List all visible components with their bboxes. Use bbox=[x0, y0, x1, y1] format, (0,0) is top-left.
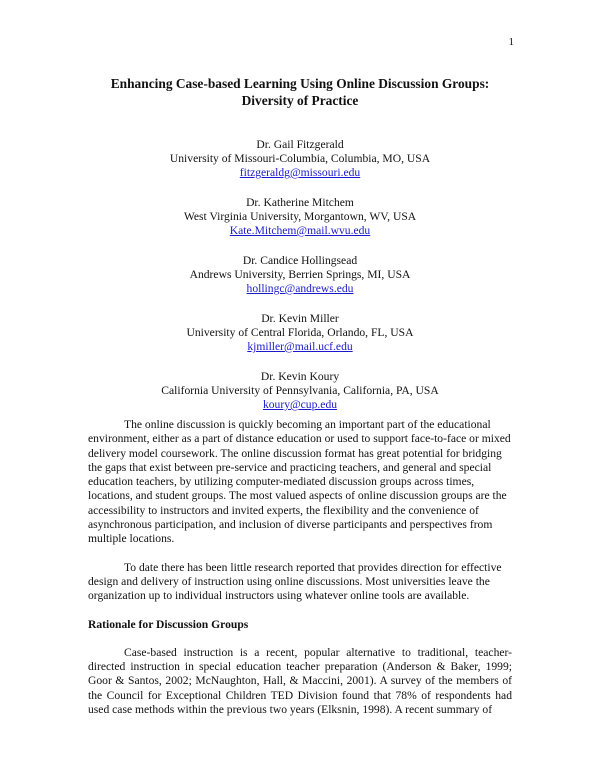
title-line-2: Diversity of Practice bbox=[241, 93, 359, 108]
abstract-paragraph-2: To date there has been little research reported that provides direction for effective design and delivery of instruction using online discussions. Most universities leave the organization up to individual instructors using whatever online tools are available. bbox=[88, 560, 502, 603]
abstract-paragraph-1: The online discussion is quickly becoming an important part of the educational environment, either as a part of distance education or used to support face-to-face or mixed delivery model coursework. The online discussion format has great potential for bridging the gaps that exist between pre-service and practicing teachers, and general and special education teachers, by utilizing computer-mediated discussion groups across times, locations, and student groups. The most valued aspects of online discussion groups are the accessibility to instructors and invited experts, the flexibility and the convenience of asynchronous participation, and inclusion of diverse participants and perspectives from multiple locations. bbox=[88, 418, 511, 546]
author-name: Dr. Kevin Miller bbox=[261, 312, 339, 325]
author-email-link[interactable]: kjmiller@mail.ucf.edu bbox=[247, 340, 353, 353]
author-email-link[interactable]: fitzgeraldg@missouri.edu bbox=[239, 166, 361, 179]
author-name: Dr. Candice Hollingsead bbox=[242, 254, 358, 267]
paper-body bbox=[88, 418, 512, 731]
author-affiliation: California University of Pennsylvania, California, PA, USA bbox=[161, 384, 439, 397]
author-block bbox=[0, 254, 600, 296]
author-affiliation: West Virginia University, Morgantown, WV, USA bbox=[183, 210, 417, 223]
author-email-link[interactable]: koury@cup.edu bbox=[262, 398, 338, 411]
paper-title bbox=[0, 75, 600, 109]
author-block bbox=[0, 370, 600, 412]
author-block bbox=[0, 196, 600, 238]
author-list bbox=[0, 138, 600, 428]
author-block bbox=[0, 138, 600, 180]
author-affiliation: University of Missouri-Columbia, Columbia, MO, USA bbox=[169, 152, 431, 165]
title-line-1: Enhancing Case-based Learning Using Online Discussion Groups: bbox=[110, 76, 490, 91]
author-name: Dr. Katherine Mitchem bbox=[246, 196, 354, 209]
author-email-link[interactable]: Kate.Mitchem@mail.wvu.edu bbox=[229, 224, 371, 237]
page-number: 1 bbox=[508, 36, 514, 48]
author-affiliation: Andrews University, Berrien Springs, MI, USA bbox=[189, 268, 411, 281]
author-block bbox=[0, 312, 600, 354]
author-affiliation: University of Central Florida, Orlando, FL, USA bbox=[186, 326, 414, 339]
section-paragraph: Case-based instruction is a recent, popular alternative to traditional, teacher-directed instruction in special education teacher preparation (Anderson & Baker, 1999; Goor & Santos, 2002; McNaughton, Hall, & Maccini, 2001). A survey of the members of the Council for Exceptional Children TED Division found that 78% of respondents had used case methods within the previous two years (Elksnin, 1998). A recent summary of bbox=[88, 645, 512, 717]
author-name: Dr. Kevin Koury bbox=[260, 370, 340, 383]
author-email-link[interactable]: hollingc@andrews.edu bbox=[246, 282, 354, 295]
author-name: Dr. Gail Fitzgerald bbox=[256, 138, 344, 151]
section-heading: Rationale for Discussion Groups bbox=[88, 617, 249, 631]
